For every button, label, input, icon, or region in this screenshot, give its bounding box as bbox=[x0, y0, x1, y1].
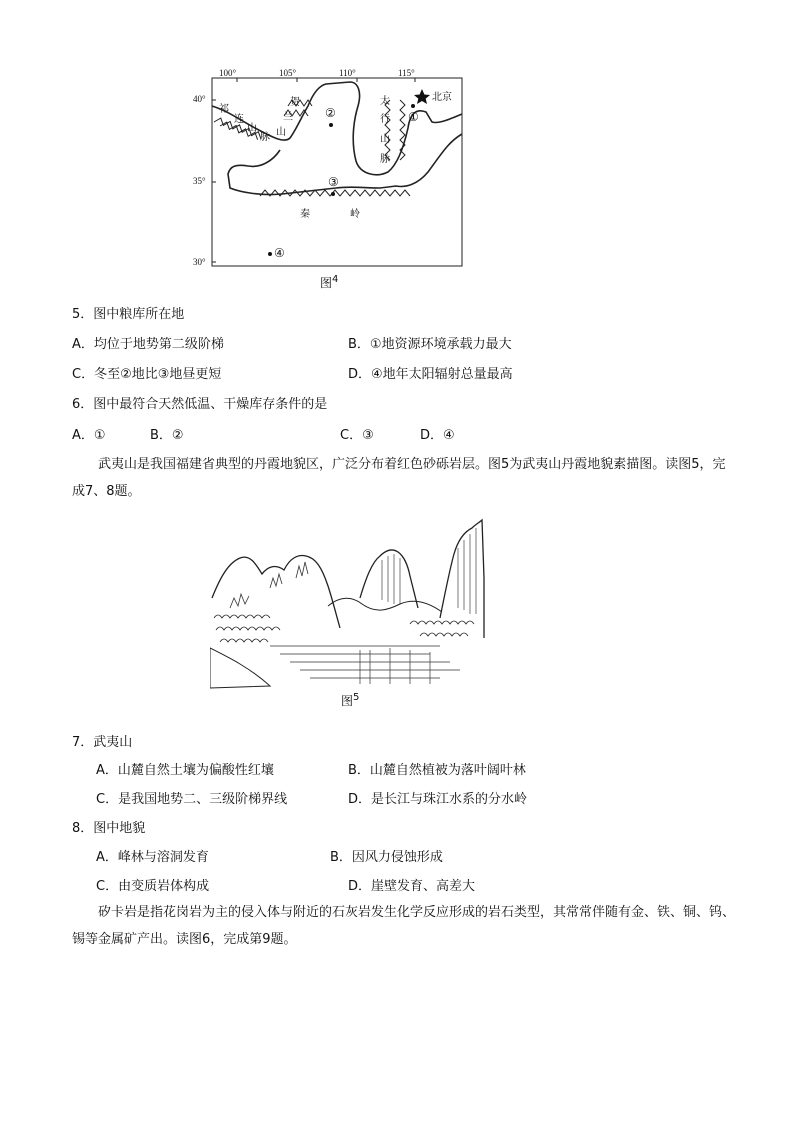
label-qinling-2: 岭 bbox=[350, 209, 360, 220]
label-taihang-4: 脉 bbox=[380, 154, 390, 165]
label-taihang-2: 行 bbox=[380, 114, 390, 125]
label-taihang-3: 山 bbox=[380, 134, 390, 145]
q8-stem: 8．图中地貌 bbox=[72, 821, 146, 836]
lon-tick-110: 110° bbox=[339, 68, 356, 78]
q8-option-a: A．峰林与溶洞发育 bbox=[96, 850, 209, 865]
q6-option-d: D．④ bbox=[420, 428, 455, 443]
lat-tick-35: 35° bbox=[193, 176, 206, 186]
lon-tick-105: 105° bbox=[279, 68, 297, 78]
q8-option-b: B．因风力侵蚀形成 bbox=[330, 850, 443, 865]
q5-option-b: B．①地资源环境承载力最大 bbox=[348, 337, 512, 352]
figure-5-sketch bbox=[210, 518, 485, 690]
q8-option-c: C．由变质岩体构成 bbox=[96, 879, 210, 894]
label-beijing: 北京 bbox=[432, 92, 452, 103]
q5-option-a: A．均位于地势第二级阶梯 bbox=[72, 337, 224, 352]
q7-option-a: A．山麓自然土壤为偏酸性红壤 bbox=[96, 763, 274, 778]
figure-5-caption: 图$^5$ bbox=[341, 692, 360, 708]
label-point-4: ④ bbox=[274, 246, 285, 260]
label-qilian-3: 山 bbox=[247, 123, 257, 134]
passage-skarn: 矽卡岩是指花岗岩为主的侵入体与附近的石灰岩发生化学反应形成的岩石类型，其常常伴随有金、铁、铜、钨、锡等金属矿产出。读图6，完成第9题。 bbox=[72, 905, 736, 947]
q5-stem: 5．图中粮库所在地 bbox=[72, 307, 185, 322]
q6-stem: 6．图中最符合天然低温、干燥库存条件的是 bbox=[72, 397, 328, 412]
q6-option-b: B．② bbox=[150, 428, 184, 443]
label-qilian-2: 连 bbox=[234, 114, 244, 125]
q6-option-a: A．① bbox=[72, 428, 106, 443]
q7-option-c: C．是我国地势二、三级阶梯界线 bbox=[96, 792, 288, 807]
label-qilian-4: 脉 bbox=[260, 132, 270, 143]
label-helan-3: 山 bbox=[276, 127, 286, 138]
label-qilian-1: 祁 bbox=[219, 104, 229, 115]
q7-stem: 7．武夷山 bbox=[72, 735, 133, 750]
q7-option-d: D．是长江与珠江水系的分水岭 bbox=[348, 792, 528, 807]
label-helan-1: 贺 bbox=[290, 97, 300, 108]
label-point-3: ③ bbox=[328, 175, 339, 189]
q7-option-b: B．山麓自然植被为落叶阔叶林 bbox=[348, 763, 526, 778]
q5-option-c: C．冬至②地比③地昼更短 bbox=[72, 367, 222, 382]
lon-tick-115: 115° bbox=[398, 68, 415, 78]
lat-tick-30: 30° bbox=[193, 257, 206, 267]
label-point-2: ② bbox=[325, 106, 336, 120]
lat-tick-40: 40° bbox=[193, 94, 206, 104]
label-point-1: ① bbox=[408, 110, 419, 124]
label-helan-2: 兰 bbox=[283, 112, 293, 123]
passage-wuyishan: 武夷山是我国福建省典型的丹霞地貌区，广泛分布着红色砂砾岩层。图5为武夷山丹霞地貌素描图。读图5，完成7、8题。 bbox=[72, 457, 726, 499]
label-qinling-1: 秦 bbox=[300, 209, 310, 220]
lon-tick-100: 100° bbox=[219, 68, 237, 78]
figure-4-caption: 图$^4$ bbox=[320, 274, 339, 290]
q6-option-c: C．③ bbox=[340, 428, 374, 443]
q5-option-d: D．④地年太阳辐射总量最高 bbox=[348, 367, 513, 382]
label-taihang-1: 太 bbox=[380, 96, 390, 107]
q8-option-d: D．崖壁发育、高差大 bbox=[348, 879, 476, 894]
